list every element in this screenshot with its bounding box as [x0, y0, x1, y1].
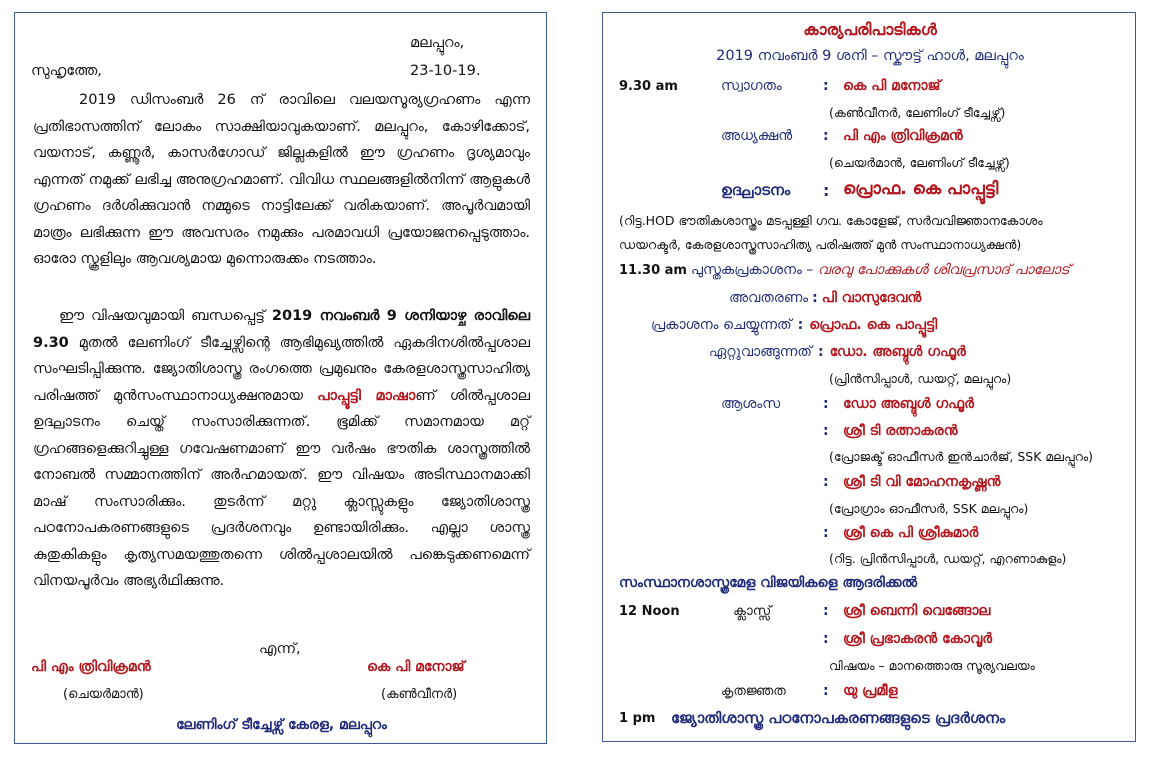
- letter-salutation: സുഹൃത്തേ,: [31, 63, 102, 79]
- thanks-name: യു പ്രമീള: [843, 683, 898, 699]
- presentation-row: [729, 290, 921, 306]
- welcome-role: (കൺവീനർ, ലേണിംഗ് ടീച്ചേഴ്സ്): [829, 105, 1006, 120]
- letter-place: മലപ്പുറം,: [410, 35, 465, 51]
- release-label: പ്രകാശനം ചെയ്യുന്നത്: [651, 317, 792, 333]
- receive-row: [709, 344, 966, 360]
- letter-paragraph-2: [33, 303, 530, 595]
- colon: :: [823, 128, 829, 144]
- greeting-3-name: ശ്രീ ടി വി മോഹനകൃഷ്ണൻ: [843, 474, 1001, 490]
- para2-speaker: പാപ്പൂട്ടി മാഷാ: [317, 387, 416, 404]
- receive-name: ഡോ. അബ്ദുൾ ഗഫൂർ: [829, 344, 966, 360]
- signatory-2-name: കെ പി മനോജ്: [367, 659, 465, 675]
- time-1pm: 1 pm: [619, 711, 656, 726]
- class-label: ക്ലാസ്സ്: [733, 603, 772, 619]
- exhibition-line: ജ്യോതിശാസ്ത്ര പഠനോപകരണങ്ങളുടെ പ്രദർശനം: [671, 709, 1006, 727]
- colon: :: [823, 603, 829, 619]
- release-name: പ്രൊഫ. കെ പാപ്പൂട്ടി: [809, 317, 938, 333]
- signatory-2-role: (കൺവീനർ): [381, 687, 458, 702]
- para2-text-c: മുതൽ ലേണിംഗ് ടീച്ചേഴ്സിന്റെ ആഭിമുഖ്യത്തിൽ ഏകദിനശിൽപ്പശാല സംഘടിപ്പിക്കുന്നു. ജ്യോതിശാസ്ത്ര രംഗത്തെ പ്രമുഖനും കേരളശാസ്ത്രസാഹിത്യ പരിഷത്ത് മുൻസംസ്ഥാനാധ്യക്ഷനുമായ: [33, 334, 530, 404]
- greeting-4-name: ശ്രീ കെ പി ശ്രീകുമാർ: [843, 525, 979, 541]
- welcome-label: സ്വാഗതം: [721, 78, 782, 94]
- letter-closing: എന്ന്,: [259, 641, 301, 657]
- time-930: 9.30 am: [619, 79, 678, 94]
- colon: :: [823, 181, 830, 200]
- colon: :: [812, 290, 818, 306]
- para2-date-time: 2019 നവംബർ 9 ശനിയാഴ്ച രാവിലെ 9.30: [33, 308, 530, 351]
- class-1-name: ശ്രീ ബെന്നി വെങ്ങോല: [843, 603, 991, 619]
- greeting-4-role: (റിട്ട. പ്രിൻസിപ്പാൾ, ഡയറ്റ്, എറണാകുളം): [829, 551, 1067, 566]
- colon: :: [797, 317, 804, 333]
- class-topic: വിഷയം – മാനത്തൊരു സൂര്യവലയം: [829, 658, 1035, 673]
- welcome-name: കെ പി മനോജ്: [843, 78, 941, 94]
- greeting-1-name: ഡോ അബ്ദുൾ ഗഫൂർ: [843, 396, 974, 412]
- receive-label: ഏറ്റുവാങ്ങുന്നത്: [709, 344, 812, 360]
- time-noon: 12 Noon: [619, 604, 680, 619]
- signatory-1-name: പി എം ത്രിവിക്രമൻ: [31, 659, 151, 675]
- honour-heading: സംസ്ഥാനശാസ്ത്രമേള വിജയികളെ ആദരിക്കൽ: [619, 575, 918, 591]
- release-row: [651, 317, 937, 333]
- thanks-label: കൃതജ്ഞത: [721, 684, 786, 699]
- chair-name: പി എം ത്രിവിക്രമൻ: [843, 128, 963, 144]
- book-release-label: പുസ്തകപ്രകാശനം –: [691, 262, 818, 278]
- colon: :: [823, 631, 829, 647]
- chair-label: അധ്യക്ഷൻ: [721, 128, 793, 144]
- colon: :: [823, 525, 829, 541]
- inaugural-desc-2: ഡയറക്ടർ, കേരളശാസ്ത്രസാഹിത്യ പരിഷത്ത് മുൻ സംസ്ഥാനാധ്യക്ഷൻ): [619, 237, 1022, 252]
- inaugural-desc-1: (റിട്ട.HOD ഭൗതികശാസ്ത്രം മടപ്പള്ളി ഗവ. കോളേജ്, സർവവിജ്ഞാനകോശം: [619, 213, 1043, 228]
- letter-date: 23-10-19.: [410, 63, 481, 79]
- greetings-label: ആശംസ: [721, 396, 781, 412]
- book-release-row: [691, 262, 1070, 278]
- signatory-1-role: (ചെയർമാൻ): [63, 687, 144, 702]
- para2-text-a: ഈ വിഷയവുമായി ബന്ധപ്പെട്ട്: [59, 308, 272, 324]
- greeting-2-role: (പ്രോജക്ട് ഓഫീസർ ഇൻചാർജ്, SSK മലപ്പുറം): [829, 449, 1094, 464]
- book-title: വരവു പോക്കുകൾ ശിവപ്രസാദ് പാലോട്: [817, 262, 1070, 278]
- letter-paragraph-1: 2019 ഡിസംബർ 26 ന് രാവിലെ വലയസൂര്യഗ്രഹണം എന്ന പ്രതിഭാസത്തിന് ലോകം സാക്ഷിയാവുകയാണ്. മലപ്പുറം, കോഴിക്കോട്, വയനാട്, കണ്ണൂർ, കാസർഗോഡ് ജില്ലകളിൽ ഈ ഗ്രഹണം ദൃശ്യമാവും എന്നത് നമുക്ക് ലഭിച്ച അനുഗ്രഹമാണ്. വിവിധ സ്ഥലങ്ങളിൽനിന്ന് ആളുകൾ ഗ്രഹണം ദർശിക്കുവാൻ നമ്മുടെ നാട്ടിലേക്ക് വരികയാണ്. അപൂർവമായി മാത്രം ലഭിക്കുന്ന ഈ അവസരം നമുക്കും പരമാവധി പ്രയോജനപ്പെടുത്താം. ഓരോ സ്കൂളിലും ആവശ്യമായ മുന്നൊരുക്കം നടത്താം.: [33, 92, 530, 267]
- colon: :: [823, 474, 829, 490]
- presentation-name: പി വാസുദേവൻ: [821, 290, 922, 306]
- colon: :: [823, 683, 829, 699]
- colon: :: [823, 396, 829, 412]
- greeting-3-role: (പ്രോഗ്രാം ഓഫീസർ, SSK മലപ്പുറം): [829, 501, 1029, 516]
- chair-role: (ചെയർമാൻ, ലേണിംഗ് ടീച്ചേഴ്സ്): [829, 155, 1010, 170]
- colon: :: [823, 423, 829, 439]
- class-2-name: ശ്രീ പ്രഭാകരൻ കോവൂർ: [843, 631, 993, 647]
- letter-panel: [14, 12, 547, 744]
- colon: :: [823, 78, 829, 94]
- presentation-label: അവതരണം: [729, 290, 809, 306]
- program-title: കാര്യപരിപാടികൾ: [803, 20, 937, 39]
- receive-role: (പ്രിൻസിപ്പാൾ, ഡയറ്റ്, മലപ്പുറം): [829, 371, 1012, 386]
- letter-footer: ലേണിംഗ് ടീച്ചേഴ്സ് കേരള, മലപ്പുറം: [176, 717, 387, 733]
- program-panel: [602, 12, 1136, 742]
- greeting-2-name: ശ്രീ ടി രത്നാകരൻ: [843, 423, 958, 439]
- time-1130: 11.30 am: [619, 263, 687, 278]
- program-subtitle: 2019 നവംബർ 9 ശനി – സ്കൗട്ട് ഹാൾ, മലപ്പുറം: [716, 48, 1024, 64]
- inaugural-label: ഉദ്ഘാടനം: [721, 181, 791, 199]
- inaugural-name: പ്രൊഫ. കെ പാപ്പൂട്ടി: [843, 179, 999, 199]
- para2-text-e: ണ് ശിൽപ്പശാല ഉദ്ഘാടനം ചെയ്ത് സംസാരിക്കുന്നത്. ഭൂമിക്ക് സമാനമായ മറ്റ് ഗ്രഹങ്ങളെക്കുറിച്ചുള്ള ഗവേഷണമാണ് ഈ വർഷം ഭൗതിക ശാസ്ത്രത്തിൽ നോബൽ സമ്മാനത്തിന് അർഹമായത്. ഈ വിഷയം അടിസ്ഥാനമാക്കി മാഷ് സംസാരിക്കും. തുടർന്ന് മറ്റു ക്ലാസ്സുകളും ജ്യോതിശാസ്ത്ര പഠനോപകരണങ്ങളുടെ പ്രദർശനവും ഉണ്ടായിരിക്കും. എല്ലാ ശാസ്ത്ര കുതുകികളും കൃത്യസമയത്തുതന്നെ ശിൽപ്പശാലയിൽ പങ്കെടുക്കണമെന്ന് വിനയപൂർവം അഭ്യർഥിക്കുന്നു.: [33, 387, 530, 589]
- colon: :: [817, 344, 824, 360]
